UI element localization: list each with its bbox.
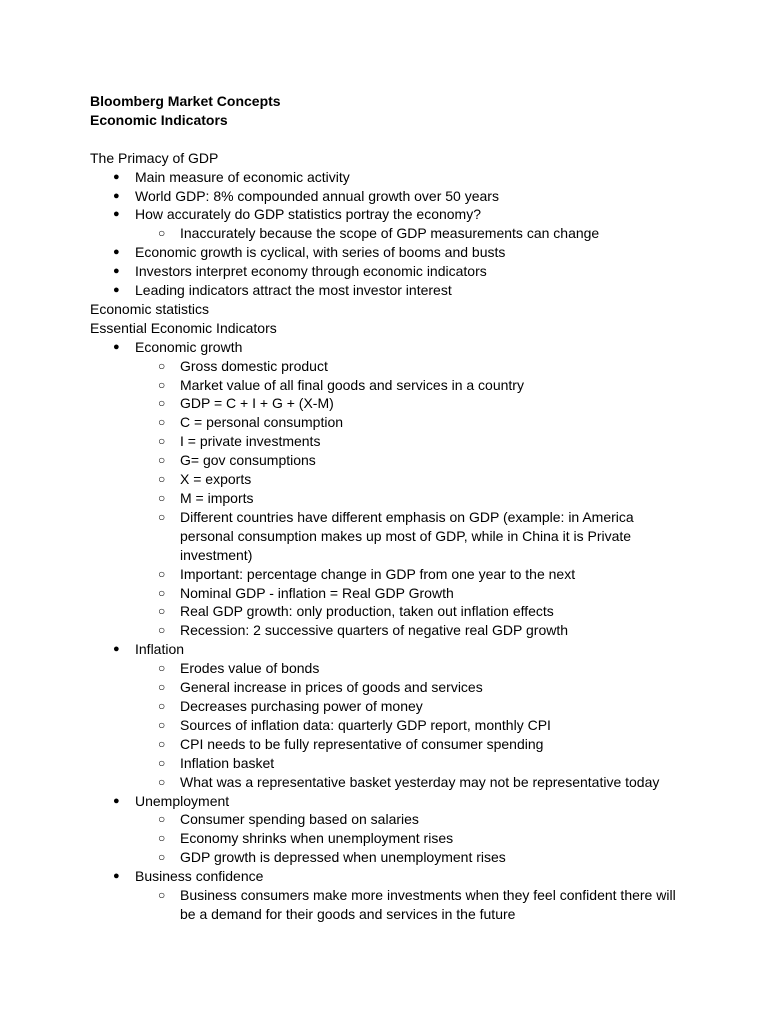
list-item: ○ Economy shrinks when unemployment rises [158,830,454,847]
list-item: ● Main measure of economic activity [113,168,350,185]
indicator-economic-growth: ● Economic growth ○ Gross domestic product ○ Market value of all final goods and services in a country ○ GDP = C + I + G + (X-M) ○ C = personal consumption ○ I = private investments ○ G= gov consumptions ○ X = exports ○ M = imports ○ Different countries have different emphasis on GDP (example: in America personal consumption makes up most of GDP, while in China it is Private investment) ○ Important: percentage change in GDP from one year to the next ○ Nominal GDP - inflation = Real GDP Growth ○ Real GDP growth: only production, taken out inflation effects ○ Recession: 2 successive quarters of negative real GDP growth [90,338,690,641]
list-item: ○ Real GDP growth: only production, taken out inflation effects [158,603,554,620]
list-item: ○ M = imports [158,490,254,507]
list-item: ○ Important: percentage change in GDP from one year to the next [158,565,576,582]
list-item: ○ Business consumers make more investments when they feel confident there will be a demand for their goods and services in the future [158,887,676,922]
list-item: ○ Gross domestic product [158,357,328,374]
indicators-list [90,338,690,924]
list-item: ○ CPI needs to be fully representative of consumer spending [158,735,544,752]
list-item: ○ Decreases purchasing power of money [158,697,423,714]
list-item: ○ Erodes value of bonds [158,660,320,677]
list-item: ● How accurately do GDP statistics portray the economy? ○ Inaccurately because the scope of GDP measurements can change [90,205,690,243]
list-item: ○ Inaccurately because the scope of GDP measurements can change [158,225,600,242]
indicator-inflation: ● Inflation ○ Erodes value of bonds ○ General increase in prices of goods and services ○ Decreases purchasing power of money ○ Sources of inflation data: quarterly GDP report, monthly CPI ○ CPI needs to be fully representative of consumer spending ○ Inflation basket ○ What was a representative basket yesterday may not be representative today [90,640,690,791]
list-item: ○ What was a representative basket yesterday may not be representative today [158,773,660,790]
list-item: ○ General increase in prices of goods and services [158,679,483,696]
list-item: ○ Consumer spending based on salaries [158,811,419,828]
list-item: ○ C = personal consumption [158,414,344,431]
section-heading-indicators: Essential Economic Indicators [90,319,277,336]
section-heading-primacy: The Primacy of GDP [90,149,219,166]
indicator-business-confidence: ● Business confidence ○ Business consumers make more investments when they feel confident there will be a demand for their goods and services in the future [90,867,690,924]
list-item: ○ I = private investments [158,433,321,450]
list-item: ○ Sources of inflation data: quarterly GDP report, monthly CPI [158,716,551,733]
primacy-list [90,168,690,300]
list-item: ○ X = exports [158,471,252,488]
document-subtitle: Economic Indicators [90,111,228,128]
list-item: ○ GDP = C + I + G + (X-M) [158,395,334,412]
indicator-unemployment: ● Unemployment ○ Consumer spending based on salaries ○ Economy shrinks when unemployment rises ○ GDP growth is depressed when unemployment rises [90,792,690,868]
list-item: ○ Nominal GDP - inflation = Real GDP Growth [158,584,454,601]
list-item: ● Investors interpret economy through economic indicators [113,263,487,280]
document-title: Bloomberg Market Concepts [90,93,281,109]
list-item: ○ GDP growth is depressed when unemployment rises [158,849,506,866]
list-item: ● World GDP: 8% compounded annual growth over 50 years [113,187,499,204]
list-item: ○ Different countries have different emphasis on GDP (example: in America personal consumption makes up most of GDP, while in China it is Private investment) [158,508,634,563]
list-item: ○ Recession: 2 successive quarters of negative real GDP growth [158,622,569,639]
list-item: ○ Inflation basket [158,754,275,771]
list-item: ● Economic growth is cyclical, with series of booms and busts [113,244,506,261]
list-item: ● Leading indicators attract the most investor interest [113,282,452,299]
list-item: ○ Market value of all final goods and services in a country [158,376,524,393]
document-body [90,92,690,924]
list-item: ○ G= gov consumptions [158,452,316,469]
section-heading-statistics: Economic statistics [90,300,210,317]
